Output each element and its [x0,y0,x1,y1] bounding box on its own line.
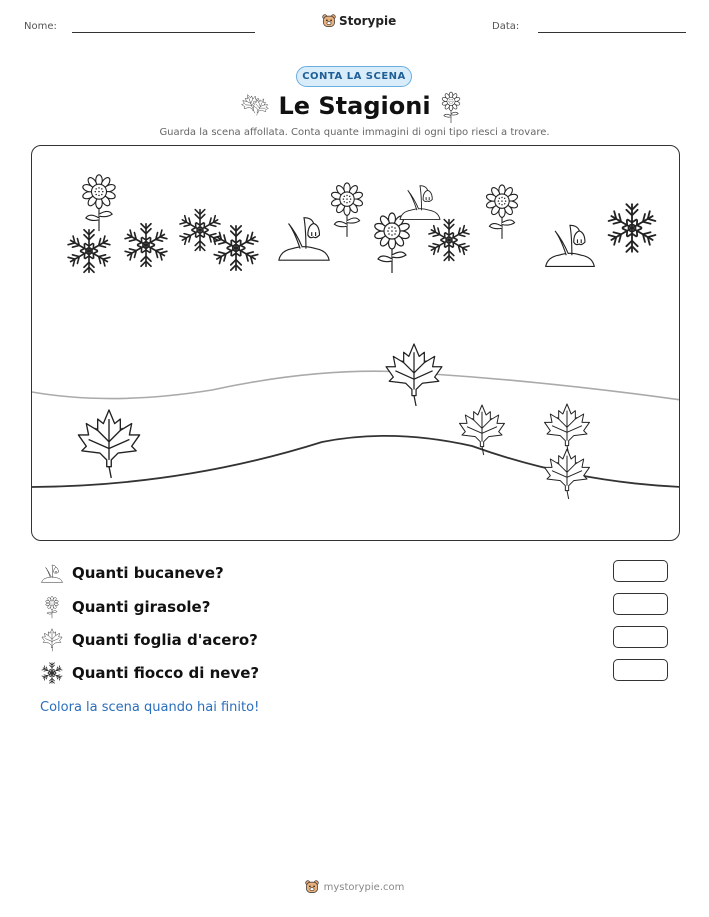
snowdrop-icon [279,218,329,261]
scene-illustration [32,146,680,541]
answer-box[interactable] [613,626,668,648]
name-line[interactable] [72,32,255,33]
snowflake-icon [609,204,656,252]
question-text: Quanti fiocco di neve? [72,664,260,682]
snowflake-icon [125,224,167,267]
sunflower-decor-icon [440,90,462,124]
question-row [40,595,210,619]
site-footer [0,880,709,894]
question-row [40,628,258,652]
maple-leaf-icon [78,410,139,478]
sunflower-icon [331,183,364,237]
maple-leaf-icon [545,404,590,454]
snowdrop-icon [40,562,64,584]
question-text: Quanti foglia d'acero? [72,631,258,649]
question-row [40,661,259,685]
snowflake-icon [429,220,469,261]
sunflower-icon [486,185,519,239]
maple-leaf-icon [545,449,590,499]
question-row [40,562,224,584]
counting-scene [31,145,680,541]
snowflake-icon [68,230,110,273]
maple-leaf-icon [460,405,505,455]
sunflower-icon [40,595,64,619]
date-label: Data: [492,21,520,32]
site-url[interactable]: mystorypie.com [323,881,405,893]
page-title: Le Stagioni [278,92,431,120]
color-instruction: Colora la scena quando hai finito! [40,700,260,715]
snowflake-icon [180,210,220,251]
snowdrop-icon [400,186,440,220]
question-text: Quanti girasole? [72,598,211,616]
sunflower-icon [82,175,116,231]
snowflake-icon [40,661,64,685]
bear-logo-icon [322,14,336,28]
snowflake-icon [214,226,257,270]
name-label: Nome: [24,21,57,32]
brand-name: Storypie [339,14,397,28]
sunflower-icon [374,213,410,273]
answer-box[interactable] [613,560,668,582]
bear-logo-icon [305,880,319,894]
snowdrop-icon [546,225,595,266]
answer-box[interactable] [613,593,668,615]
activity-badge: CONTA LA SCENA [296,66,412,87]
maple-leaf-icon [386,344,442,406]
back-hill [32,371,680,400]
maple-leaf-icon [40,628,64,652]
date-line[interactable] [538,32,686,33]
brand-logo [322,14,396,28]
answer-box[interactable] [613,659,668,681]
question-text: Quanti bucaneve? [72,564,224,582]
instructions: Guarda la scena affollata. Conta quante immagini di ogni tipo riesci a trovare. [159,127,550,138]
